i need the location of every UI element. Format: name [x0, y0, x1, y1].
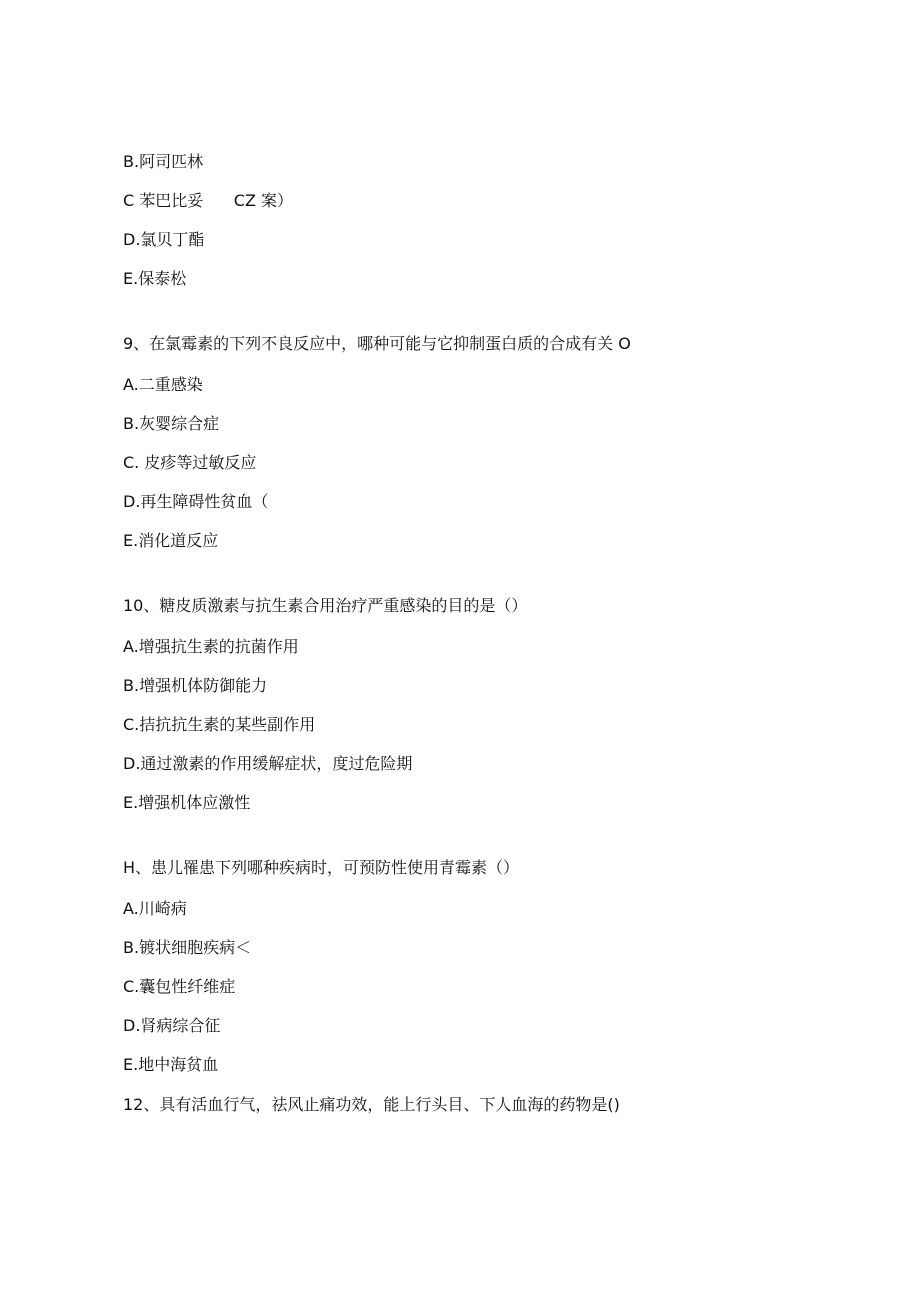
- option-b: B.阿司匹林: [123, 152, 204, 171]
- option-c: C. 皮疹等过敏反应: [123, 453, 257, 472]
- option-e: E.地中海贫血: [123, 1055, 219, 1074]
- option-a: A.川崎病: [123, 899, 187, 918]
- option-b: B.灰婴综合症: [123, 414, 220, 433]
- option-c: C.囊包性纤维症: [123, 977, 236, 996]
- question-10: 10、糖皮质激素与抗生素合用治疗严重感染的目的是（）: [123, 596, 528, 615]
- option-a: A.增强抗生素的抗菌作用: [123, 637, 299, 656]
- option-b: B.增强机体防御能力: [123, 676, 268, 695]
- question-9: 9、在氯霉素的下列不良反应中，哪种可能与它抑制蛋白质的合成有关 O: [123, 334, 631, 353]
- option-c: C.拮抗抗生素的某些副作用: [123, 715, 316, 734]
- option-d: D.再生障碍性贫血（: [123, 492, 269, 511]
- option-a: A.二重感染: [123, 375, 203, 394]
- option-b: B.镀状细胞疾病＜: [123, 938, 252, 957]
- option-d: D.肾病综合征: [123, 1016, 221, 1035]
- question-12: 12、具有活血行气，祛风止痛功效，能上行头目、下人血海的药物是(): [123, 1095, 620, 1114]
- option-c: C 苯巴比妥 CZ 案）: [123, 191, 293, 210]
- option-d: D.氯贝丁酯: [123, 230, 205, 249]
- question-11: H、患儿罹患下列哪种疾病时，可预防性使用青霉素（）: [123, 858, 520, 877]
- option-e: E.保泰松: [123, 269, 187, 288]
- option-d: D.通过激素的作用缓解症状，度过危险期: [123, 754, 413, 773]
- option-e: E.增强机体应激性: [123, 793, 251, 812]
- option-e: E.消化道反应: [123, 531, 219, 550]
